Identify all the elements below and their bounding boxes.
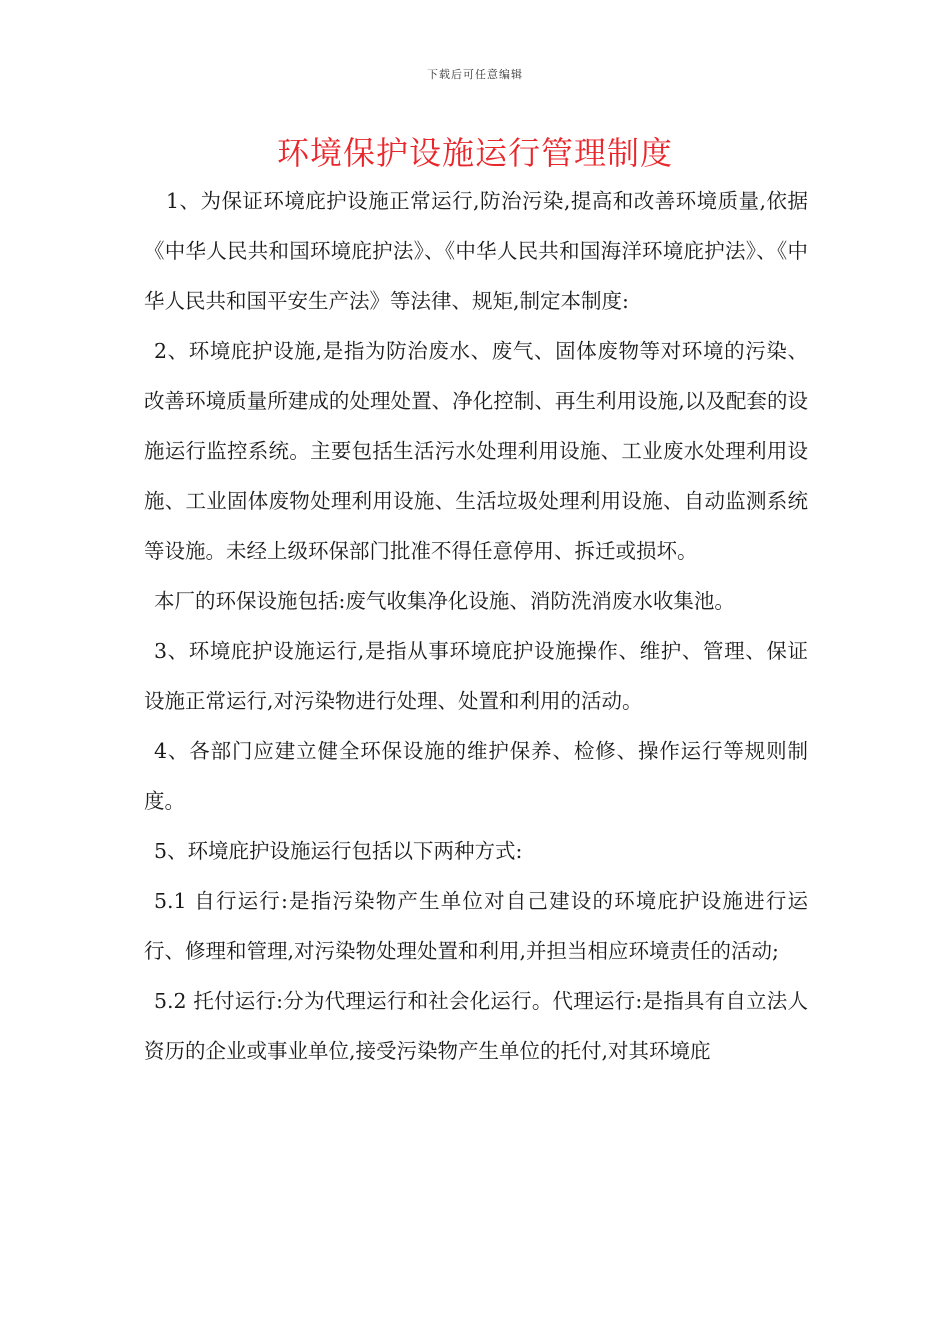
paragraph-5: 5、环境庇护设施运行包括以下两种方式: [154,839,523,863]
paragraph-5-2: 5.2 托付运行:分为代理运行和社会化运行。代理运行:是指具有自立法人资历的企业或事业单位,接受污染物产生单位的托付,对其环境庇 [144,989,808,1063]
header-note: 下载后可任意编辑 [427,68,523,81]
paragraph-2: 2、环境庇护设施,是指为防治废水、废气、固体废物等对环境的污染、改善环境质量所建成的处理处置、净化控制、再生利用设施,以及配套的设施运行监控系统。主要包括生活污水处理利用设施、工业废水处理利用设施、工业固体废物处理利用设施、生活垃圾处理利用设施、自动监测系统等设施。未经上级环保部门批准不得任意停用、拆迁或损坏。 [144,339,808,563]
paragraph-facilities: 本厂的环保设施包括:废气收集净化设施、消防洗消废水收集池。 [154,589,735,613]
paragraph-1: 1、为保证环境庇护设施正常运行,防治污染,提高和改善环境质量,依据《中华人民共和国环境庇护法》、《中华人民共和国海洋环境庇护法》、《中华人民共和国平安生产法》等法律、规矩,制定本制度: [144,189,808,313]
paragraph-5-1: 5.1 自行运行:是指污染物产生单位对自己建设的环境庇护设施进行运行、修理和管理,对污染物处理处置和利用,并担当相应环境责任的活动; [144,889,808,963]
paragraph-3: 3、环境庇护设施运行,是指从事环境庇护设施操作、维护、管理、保证设施正常运行,对污染物进行处理、处置和利用的活动。 [144,639,808,713]
document-body [144,176,808,1076]
paragraph-4: 4、各部门应建立健全环保设施的维护保养、检修、操作运行等规则制度。 [144,739,808,813]
document-title: 环境保护设施运行管理制度 [276,134,673,172]
